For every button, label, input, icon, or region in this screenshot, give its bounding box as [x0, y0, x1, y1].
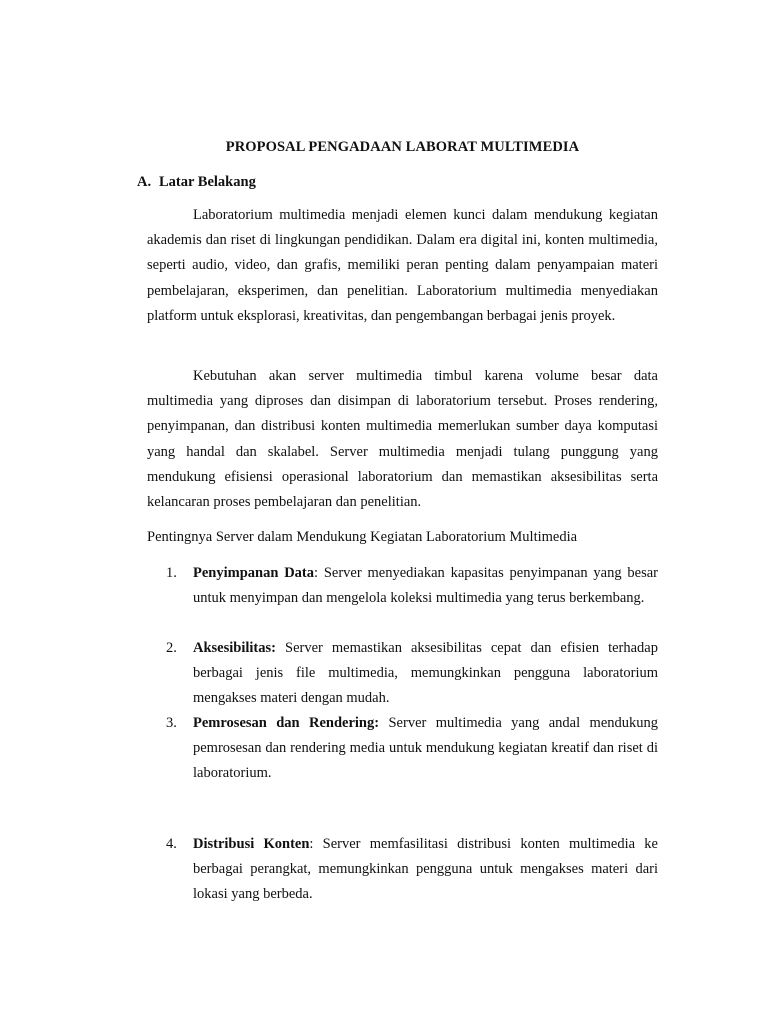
list-number: 4.: [166, 836, 177, 852]
list-text: : Server memfasilitasi distribusi konten multimedia ke berbagai perangkat, memungkinkan pengguna untuk mengakses materi dari lokasi yang berbeda.: [193, 836, 658, 903]
section-letter: A.: [137, 174, 152, 190]
list-number: 1.: [166, 565, 177, 581]
list-intro: Pentingnya Server dalam Mendukung Kegiatan Laboratorium Multimedia: [147, 529, 578, 545]
list-item-distribution: [166, 832, 658, 908]
list-item-body: [193, 711, 658, 787]
list-item-body: [193, 832, 658, 908]
paragraph-2: Kebutuhan akan server multimedia timbul karena volume besar data multimedia yang diproses dan disimpan di laboratorium tersebut. Proses rendering, penyimpanan, dan distribusi konten multimedia memerlukan sumber daya komputasi yang handal dan skalabel. Server multimedia menjadi tulang punggung yang mendukung efisiensi operasional laboratorium dan memastikan aksesibilitas serta kelancaran proses pembelajaran dan penelitian.: [147, 368, 658, 511]
section-heading-text: Latar Belakang: [159, 174, 256, 190]
list-item-accessibility: [166, 636, 658, 712]
list-item-storage: [166, 561, 658, 611]
list-item-body: [193, 561, 658, 611]
list-number: 2.: [166, 640, 177, 656]
document-title: PROPOSAL PENGADAAN LABORAT MULTIMEDIA: [225, 139, 580, 155]
list-term: Pemrosesan dan Rendering:: [193, 715, 380, 731]
list-term: Distribusi Konten: [193, 836, 310, 852]
list-text: : Server menyediakan kapasitas penyimpanan yang besar untuk menyimpan dan mengelola koleksi multimedia yang terus berkembang.: [193, 565, 658, 607]
list-term: Aksesibilitas:: [193, 640, 276, 656]
list-item-rendering: [166, 711, 658, 787]
list-text: Server multimedia yang andal mendukung pemrosesan dan rendering media untuk mendukung kegiatan kreatif dan riset di laboratorium.: [193, 715, 659, 782]
list-text: Server memastikan aksesibilitas cepat dan efisien terhadap berbagai jenis file multimedia, memungkinkan pengguna laboratorium mengakses materi dengan mudah.: [193, 640, 658, 707]
list-number: 3.: [166, 715, 177, 731]
list-item-body: [193, 636, 658, 712]
paragraph-1: Laboratorium multimedia menjadi elemen kunci dalam mendukung kegiatan akademis dan riset di lingkungan pendidikan. Dalam era digital ini, konten multimedia, seperti audio, video, dan grafis, memiliki peran penting dalam penyampaian materi pembelajaran, eksperimen, dan penelitian. Laboratorium multimedia menyediakan platform untuk eksplorasi, kreativitas, dan pengembangan berbagai jenis proyek.: [147, 207, 658, 324]
section-heading: [137, 172, 256, 192]
list-term: Penyimpanan Data: [193, 565, 315, 581]
